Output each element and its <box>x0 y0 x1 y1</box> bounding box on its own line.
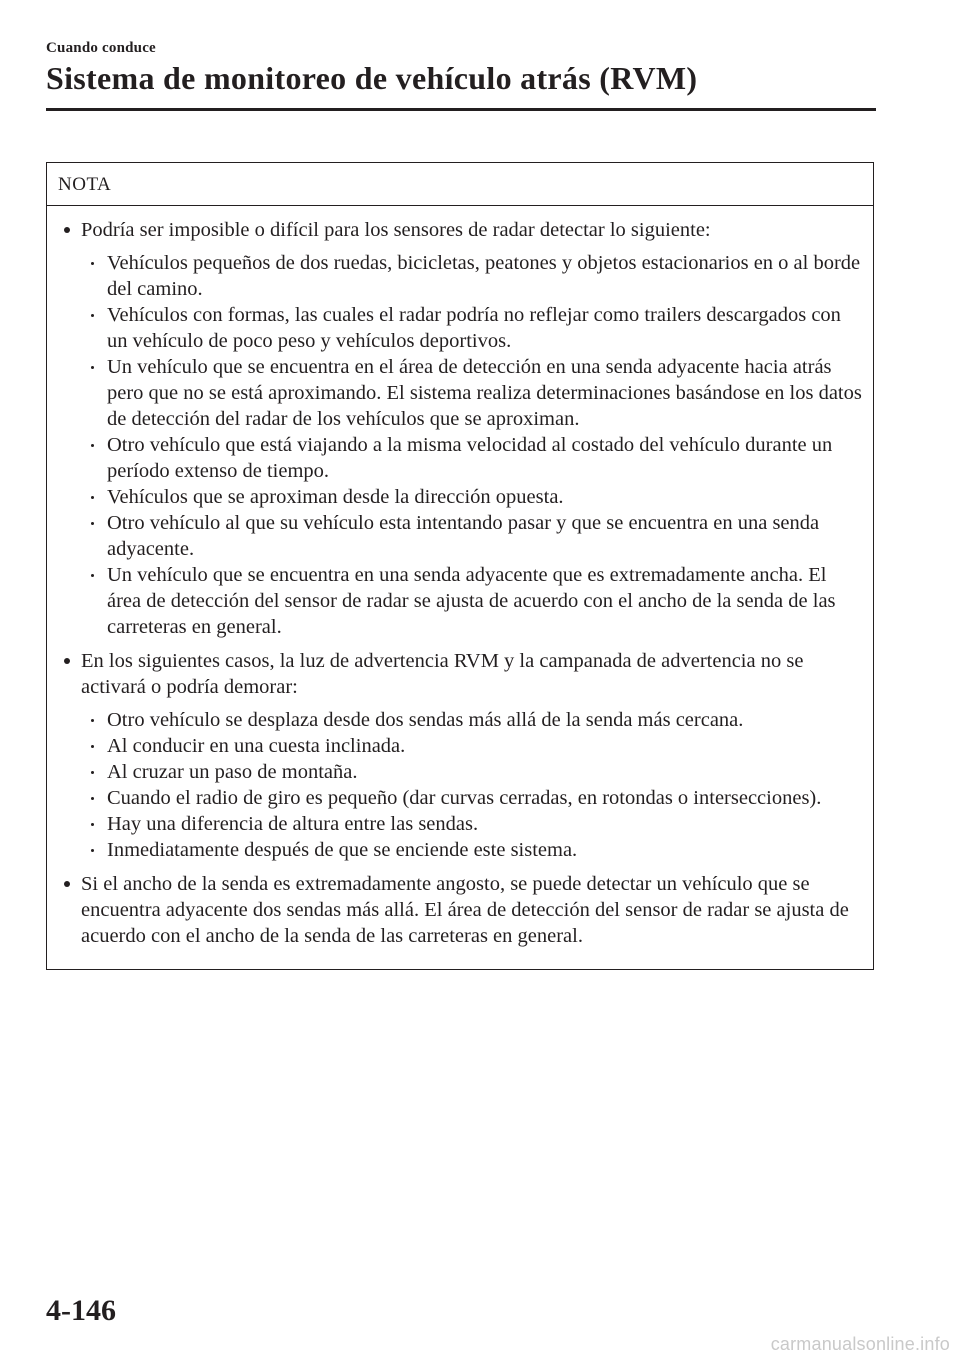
sub-list <box>81 707 865 863</box>
sub-bullet-icon <box>91 849 94 852</box>
sub-item-text: Cuando el radio de giro es pequeño (dar curvas cerradas, en rotondas o intersecciones). <box>107 787 822 809</box>
page-title: Sistema de monitoreo de vehículo atrás (RVM) <box>46 60 698 96</box>
sub-bullet-icon <box>91 745 94 748</box>
note-body <box>47 206 873 949</box>
sub-item <box>81 733 865 759</box>
sub-item <box>81 484 865 510</box>
note-item-text: Podría ser imposible o difícil para los sensores de radar detectar lo siguiente: <box>81 219 711 241</box>
title-divider <box>46 108 876 111</box>
note-label: NOTA <box>47 163 873 206</box>
bullet-icon <box>64 227 70 233</box>
note-item-text: Si el ancho de la senda es extremadamente angosto, se puede detectar un vehículo que se encuentra adyacente dos sendas más allá. El área de detección del sensor de radar se ajusta de acuerdo con el ancho de la senda de las carreteras en general. <box>81 873 849 947</box>
sub-item <box>81 707 865 733</box>
sub-item-text: Otro vehículo que está viajando a la misma velocidad al costado del vehículo durante un período extenso de tiempo. <box>107 434 833 482</box>
sub-item-text: Vehículos con formas, las cuales el radar podría no reflejar como trailers descargados con un vehículo de poco peso y vehículos deportivos. <box>107 304 841 352</box>
sub-item-text: Otro vehículo al que su vehículo esta intentando pasar y que se encuentra en una senda adyacente. <box>107 512 820 560</box>
sub-item-text: Vehículos que se aproximan desde la dirección opuesta. <box>107 486 564 508</box>
sub-item <box>81 759 865 785</box>
sub-bullet-icon <box>91 719 94 722</box>
sub-bullet-icon <box>91 522 94 525</box>
sub-item-text: Hay una diferencia de altura entre las sendas. <box>107 813 479 835</box>
sub-bullet-icon <box>91 262 94 265</box>
sub-item-text: Un vehículo que se encuentra en una senda adyacente que es extremadamente ancha. El área de detección del sensor de radar se ajusta de acuerdo con el ancho de la senda de las carreteras en general. <box>107 564 836 638</box>
sub-item <box>81 432 865 484</box>
note-item <box>47 871 873 949</box>
sub-item <box>81 562 865 640</box>
sub-item-text: Al cruzar un paso de montaña. <box>107 761 358 783</box>
page-number: 4-146 <box>46 1294 116 1327</box>
sub-bullet-icon <box>91 444 94 447</box>
sub-item-text: Otro vehículo se desplaza desde dos sendas más allá de la senda más cercana. <box>107 709 744 731</box>
sub-item <box>81 785 865 811</box>
section-label: Cuando conduce <box>46 40 156 56</box>
sub-list <box>81 250 865 640</box>
note-item <box>47 648 873 863</box>
sub-item <box>81 510 865 562</box>
sub-bullet-icon <box>91 797 94 800</box>
sub-item-text: Inmediatamente después de que se enciende este sistema. <box>107 839 578 861</box>
sub-item <box>81 250 865 302</box>
sub-item <box>81 811 865 837</box>
sub-bullet-icon <box>91 366 94 369</box>
bullet-icon <box>64 881 70 887</box>
sub-item-text: Un vehículo que se encuentra en el área de detección en una senda adyacente hacia atrás pero que no se está aproximando. El sistema realiza determinaciones basándose en los datos de detección del radar de los vehículos que se aproximan. <box>107 356 862 430</box>
bullet-icon <box>64 658 70 664</box>
sub-bullet-icon <box>91 496 94 499</box>
sub-item-text: Vehículos pequeños de dos ruedas, bicicletas, peatones y objetos estacionarios en o al borde del camino. <box>107 252 861 300</box>
note-item <box>47 217 873 640</box>
sub-item-text: Al conducir en una cuesta inclinada. <box>107 735 406 757</box>
sub-bullet-icon <box>91 771 94 774</box>
sub-bullet-icon <box>91 574 94 577</box>
sub-item <box>81 837 865 863</box>
note-box <box>46 162 874 970</box>
sub-item <box>81 354 865 432</box>
watermark[interactable]: carmanualsonline.info <box>770 1334 950 1354</box>
note-item-text: En los siguientes casos, la luz de advertencia RVM y la campanada de advertencia no se activará o podría demorar: <box>81 650 804 698</box>
sub-bullet-icon <box>91 314 94 317</box>
sub-bullet-icon <box>91 823 94 826</box>
sub-item <box>81 302 865 354</box>
